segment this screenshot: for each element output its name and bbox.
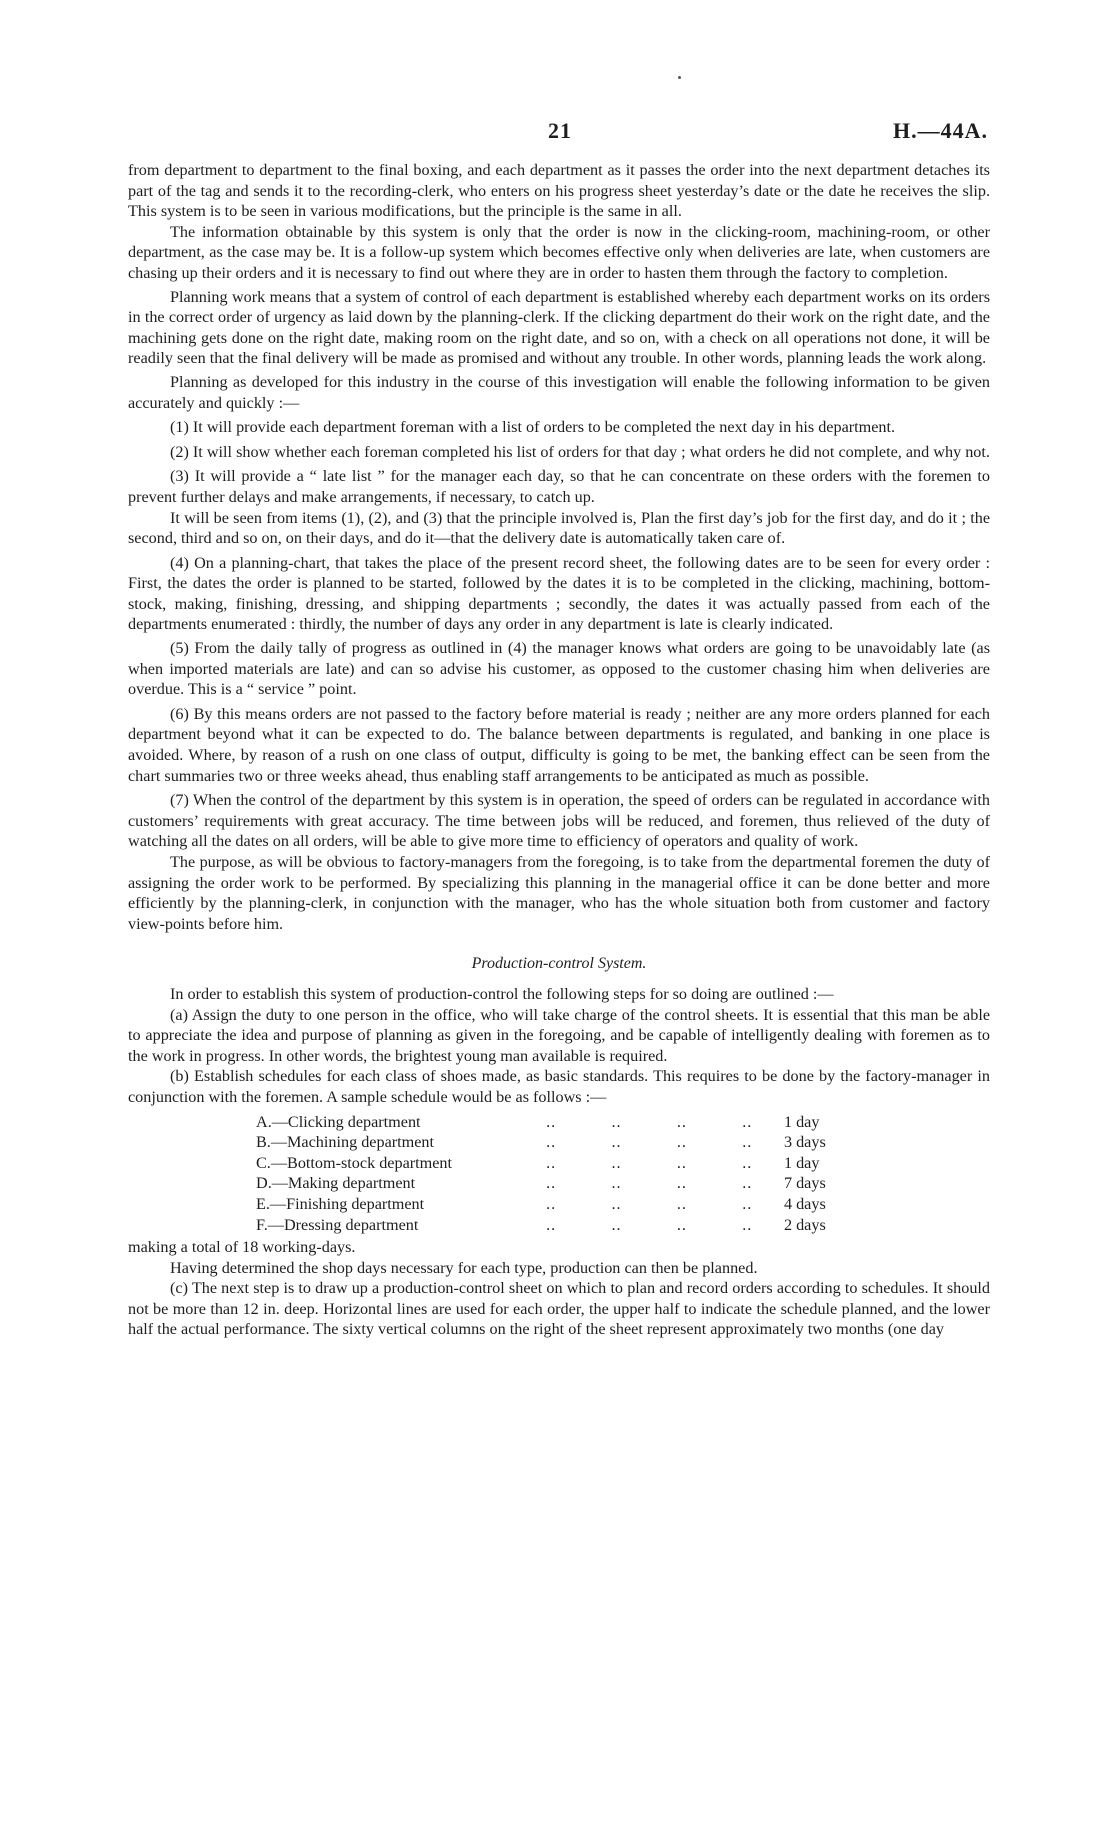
- schedule-department-label: F.—Dressing department: [256, 1215, 419, 1234]
- leader-dots: ..: [742, 1215, 753, 1234]
- leader-dots: ..: [546, 1194, 557, 1213]
- leader-dots: ..: [676, 1174, 687, 1193]
- paragraph: The information obtainable by this system is only that the order is now in the clicking-room, machining-room, or other department, as the case may be. It is a follow-up system which becomes effective only when deliveries are late, when customers are chasing up their orders and it is necessary to find out where they are in order to hasten them through the factory to completion.: [128, 222, 990, 282]
- schedule-department-label: C.—Bottom-stock department: [256, 1153, 453, 1172]
- leader-dots: ..: [546, 1112, 557, 1131]
- list-item: (4) On a planning-chart, that takes the place of the present record sheet, the following dates are to be seen for every order : First, the dates the order is planned to be started, followed by the dates it is to be completed in the clicking, machining, bottom-stock, making, finishing, dressing, and shipping departments ; secondly, the dates it was actually passed from each of the departments enumerated : thirdly, the number of days any order in any department is late is clearly indicated.: [128, 553, 990, 634]
- leader-dots: ..: [676, 1112, 687, 1131]
- paragraph: making a total of 18 working-days.: [128, 1238, 356, 1257]
- document-reference: H.—44A.: [893, 118, 988, 143]
- schedule-department-label: E.—Finishing department: [256, 1194, 425, 1213]
- list-item: (b) Establish schedules for each class of shoes made, as basic standards. This requires to be done by the factory-manager in conjunction with the foremen. A sample schedule would be as follows :—: [128, 1067, 990, 1106]
- schedule-row: [256, 1194, 856, 1215]
- list-item: (3) It will provide a “ late list ” for the manager each day, so that he can concentrate on these orders with the foremen to prevent further delays and make arrangements, if necessary, to catch up.: [128, 467, 990, 506]
- paragraph: The purpose, as will be obvious to factory-managers from the foregoing, is to take from the departmental foremen the duty of assigning the order work to be performed. By specializing this planning in the managerial office it can be done better and more efficiently by the planning-clerk, in conjunction with the manager, who has the whole situation both from customer and factory view-points before him.: [128, 853, 990, 933]
- paragraph: It will be seen from items (1), (2), and (3) that the principle involved is, Plan the first day’s job for the first day, and do it ; the second, third and so on, on their days, and do it—that the delivery date is automatically taken care of.: [128, 508, 990, 548]
- leader-dots: ..: [546, 1174, 557, 1193]
- leader-dots: ..: [742, 1174, 753, 1193]
- schedule-department-label: A.—Clicking department: [256, 1112, 421, 1131]
- schedule-row: [256, 1153, 856, 1174]
- paragraph: Planning work means that a system of control of each department is established whereby each department works on its orders in the correct order of urgency as laid down by the planning-clerk. If the clicking department do their work on the right date, and the machining gets done on the right date, making room on the right date, and so on, with a check on all operations not done, it will be readily seen that the final delivery will be made as promised and without any trouble. In other words, planning leads the work along.: [128, 287, 990, 368]
- list-item: (7) When the control of the department by this system is in operation, the speed of orders can be regulated in accordance with customers’ requirements with great accuracy. The time between jobs will be reduced, and foremen, thus relieved of the duty of watching all the dates on all orders, will be able to give more time to efficiency of operators and quality of work.: [128, 791, 990, 851]
- schedule-days-value: 1 day: [783, 1112, 820, 1131]
- leader-dots: ..: [676, 1194, 687, 1213]
- paragraph: In order to establish this system of production-control the following steps for so doing are outlined :—: [170, 984, 834, 1003]
- schedule-row: [256, 1173, 856, 1194]
- leader-dots: ..: [546, 1215, 557, 1234]
- leader-dots: ..: [742, 1194, 753, 1213]
- leader-dots: ..: [676, 1153, 687, 1172]
- leader-dots: ..: [546, 1133, 557, 1152]
- schedule-table: [256, 1112, 856, 1236]
- leader-dots: ..: [611, 1215, 622, 1234]
- list-item: (a) Assign the duty to one person in the office, who will take charge of the control sheets. It is essential that this man be able to appreciate the idea and purpose of planning as given in the foregoing, and be capable of intelligently dealing with foremen as to the work in progress. In other words, the brightest young man available is required.: [128, 1005, 990, 1065]
- list-item: (1) It will provide each department foreman with a list of orders to be completed the next day in his department.: [170, 418, 896, 437]
- leader-dots: ..: [742, 1153, 753, 1172]
- paragraph: Planning as developed for this industry in the course of this investigation will enable the following information to be given accurately and quickly :—: [128, 372, 990, 412]
- body-text: [128, 160, 990, 1340]
- leader-dots: ..: [742, 1133, 753, 1152]
- schedule-department-label: B.—Machining department: [256, 1133, 435, 1152]
- list-item: (5) From the daily tally of progress as outlined in (4) the manager knows what orders are going to be unavoidably late (as when imported materials are late) and can so advise his customer, as opposed to the customer chasing him when deliveries are overdue. This is a “ service ” point.: [128, 639, 990, 699]
- paragraph: from department to department to the final boxing, and each department as it passes the order into the next department detaches its part of the tag and sends it to the recording-clerk, who enters on his progress sheet yesterday’s date or the date he receives the slip. This system is to be seen in various modifications, but the principle is the same in all.: [128, 161, 990, 221]
- schedule-days-value: 4 days: [783, 1194, 826, 1213]
- schedule-row: [256, 1215, 856, 1236]
- schedule-days-value: 3 days: [783, 1133, 826, 1152]
- list-item: (2) It will show whether each foreman completed his list of orders for that day ; what orders he did not complete, and why not.: [170, 442, 990, 461]
- leader-dots: ..: [676, 1215, 687, 1234]
- schedule-days-value: 7 days: [783, 1174, 826, 1193]
- list-item: (6) By this means orders are not passed to the factory before material is ready ; neither are any more orders planned for each department beyond what it can be expected to do. The balance between departments is regulated, and banking in one place is avoided. Where, by reason of a rush on one class of output, difficulty is going to be met, the banking effect can be seen from the chart summaries two or three weeks ahead, thus enabling staff arrangements to be anticipated as much as possible.: [128, 704, 990, 785]
- schedule-department-label: D.—Making department: [256, 1174, 416, 1193]
- leader-dots: ..: [676, 1133, 687, 1152]
- page-number: 21: [548, 118, 572, 143]
- leader-dots: ..: [611, 1174, 622, 1193]
- schedule-days-value: 2 days: [783, 1215, 826, 1234]
- leader-dots: ..: [546, 1153, 557, 1172]
- schedule-row: [256, 1132, 856, 1153]
- leader-dots: ..: [742, 1112, 753, 1131]
- paragraph: Having determined the shop days necessary for each type, production can then be planned.: [170, 1258, 758, 1277]
- list-item: (c) The next step is to draw up a production-control sheet on which to plan and record orders according to schedules. It should not be more than 12 in. deep. Horizontal lines are used for each order, the upper half to indicate the schedule planned, and the lower half the actual performance. The sixty vertical columns on the right of the sheet represent approximately two months (one day: [128, 1279, 990, 1339]
- scan-speck: [678, 76, 681, 79]
- section-heading: Production-control System.: [471, 955, 647, 973]
- leader-dots: ..: [611, 1112, 622, 1131]
- leader-dots: ..: [611, 1153, 622, 1172]
- schedule-days-value: 1 day: [783, 1153, 820, 1172]
- leader-dots: ..: [611, 1194, 622, 1213]
- schedule-row: [256, 1112, 856, 1133]
- leader-dots: ..: [611, 1133, 622, 1152]
